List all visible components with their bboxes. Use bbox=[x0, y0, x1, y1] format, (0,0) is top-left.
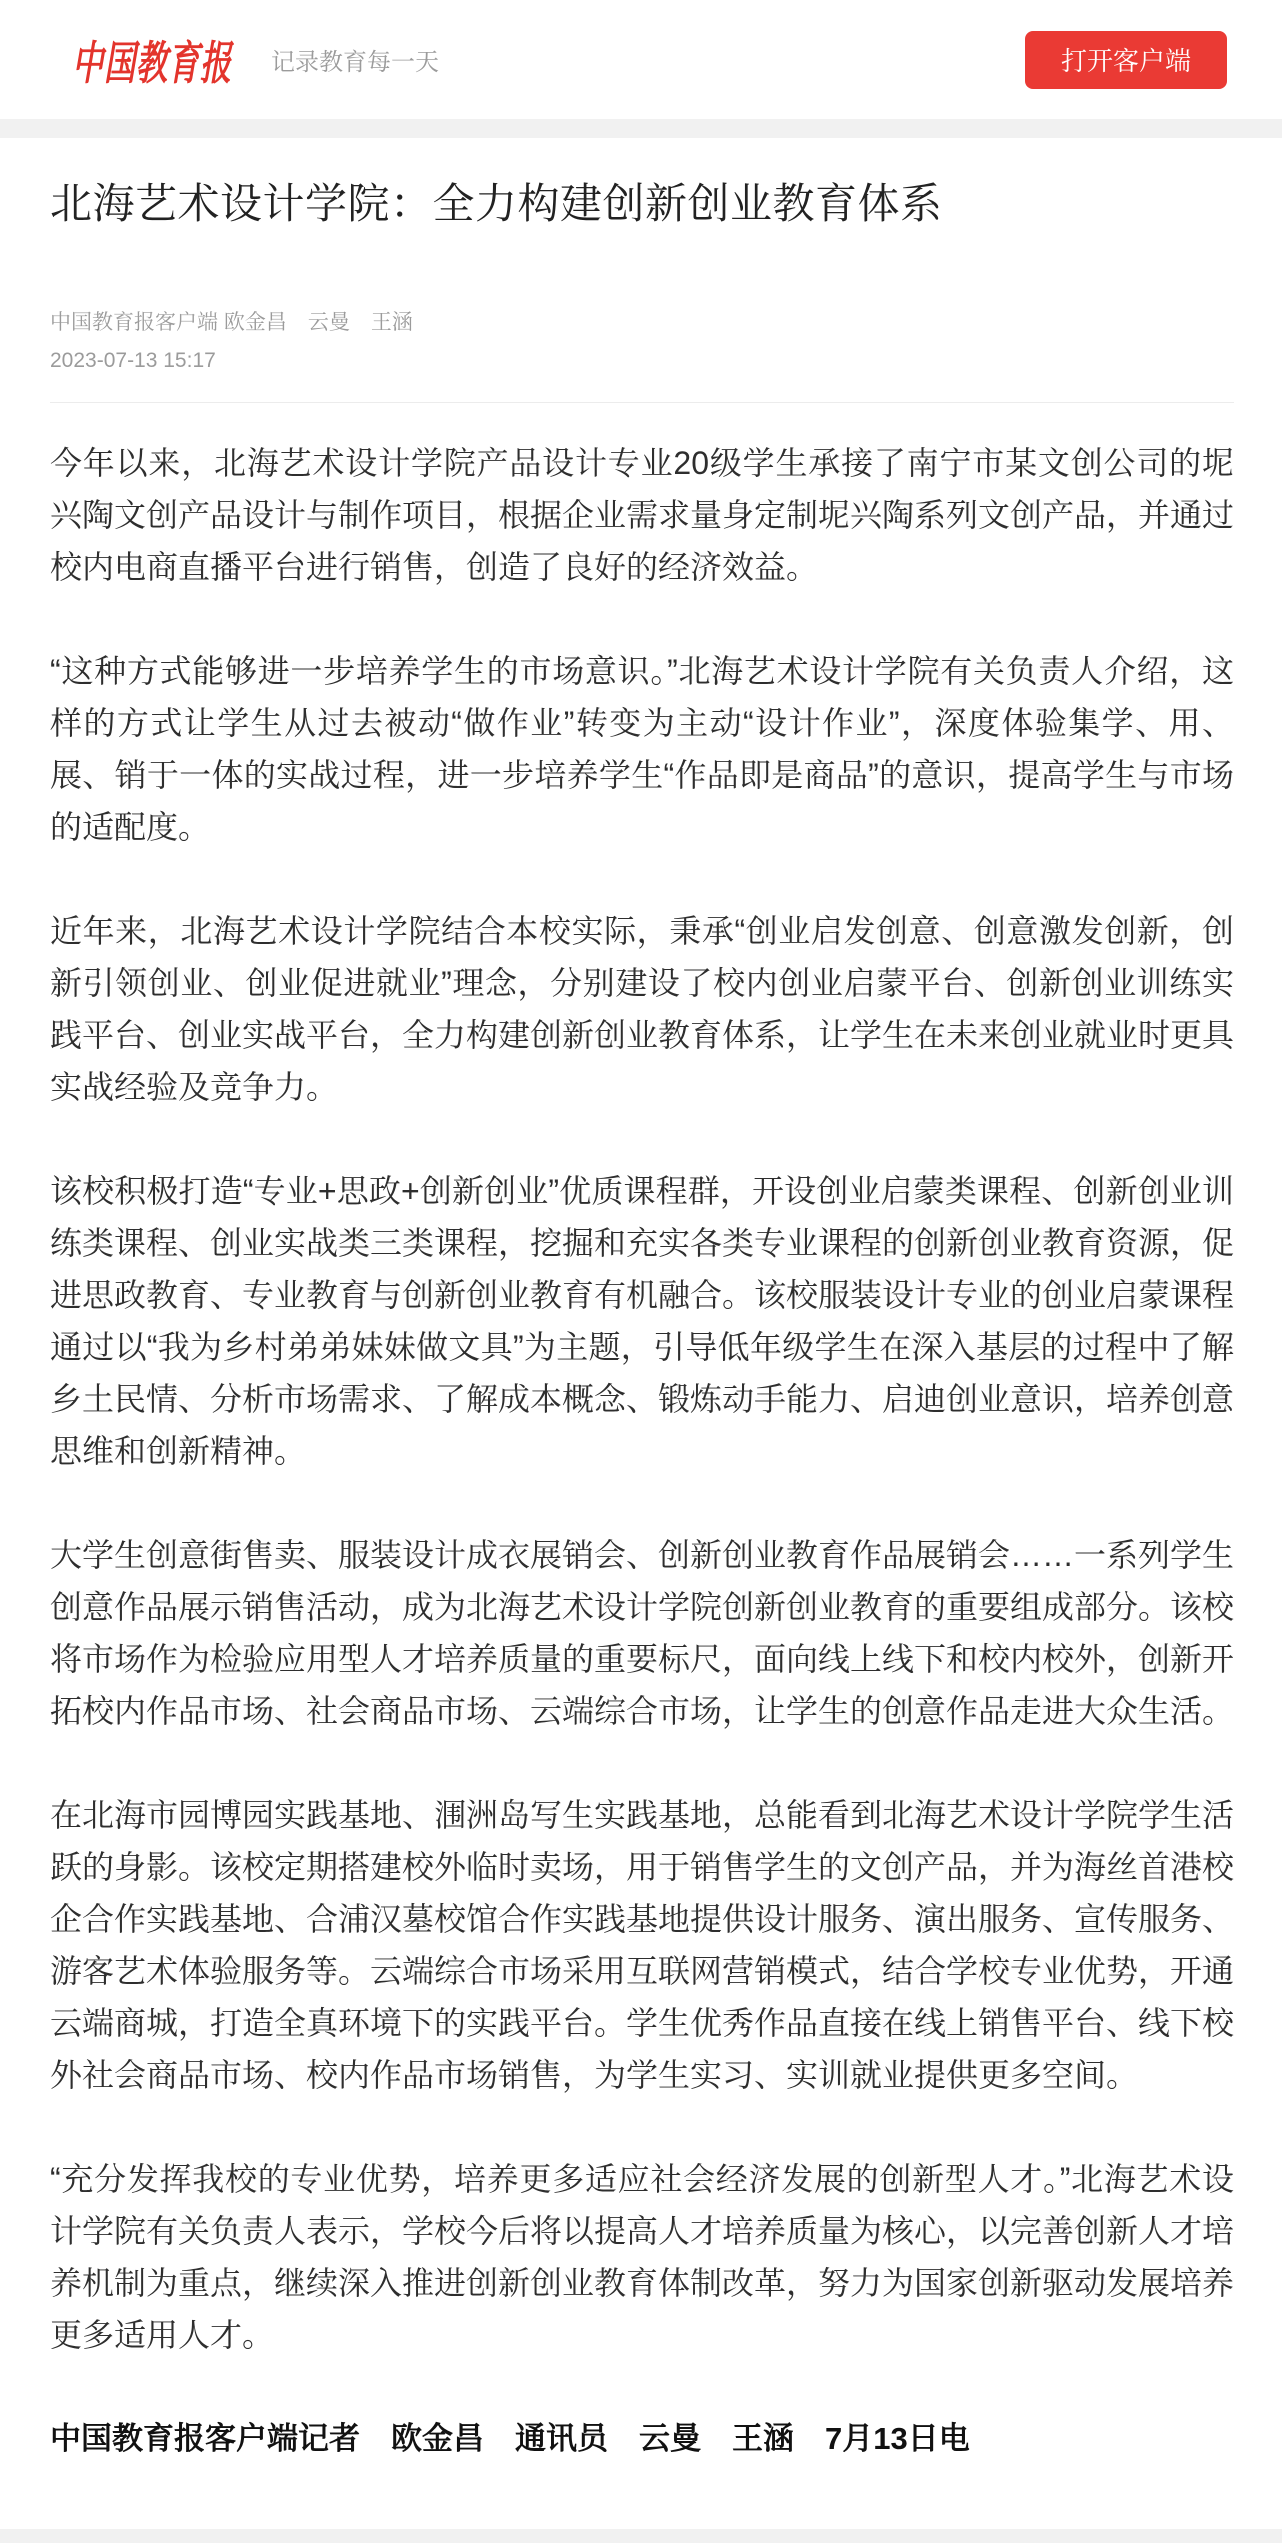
byline-divider bbox=[50, 402, 1234, 403]
footer-byline: 中国教育报客户端记者 欧金昌 通讯员 云曼 王涵 7月13日电 bbox=[50, 2421, 970, 2456]
article-title: 北海艺术设计学院：全力构建创新创业教育体系 bbox=[50, 180, 943, 227]
article-byline: 中国教育报客户端 欧金昌 云曼 王涵 bbox=[50, 311, 413, 334]
article-paragraph: 近年来，北海艺术设计学院结合本校实际，秉承“创业启发创意、创意激发创新，创新引领创业、创业促进就业”理念，分别建设了校内创业启蒙平台、创新创业训练实践平台、创业实战平台，全力构建创新创业教育体系，让学生在未来创业就业时更具实战经验及竞争力。 bbox=[50, 913, 1235, 1105]
article-paragraph: “这种方式能够进一步培养学生的市场意识。”北海艺术设计学院有关负责人介绍，这样的方式让学生从过去被动“做作业”转变为主动“设计作业”，深度体验集学、用、展、销于一体的实战过程，进一步培养学生“作品即是商品”的意识，提高学生与市场的适配度。 bbox=[50, 653, 1234, 845]
article-paragraph: 在北海市园博园实践基地、涠洲岛写生实践基地，总能看到北海艺术设计学院学生活跃的身影。该校定期搭建校外临时卖场，用于销售学生的文创产品，并为海丝首港校企合作实践基地、合浦汉墓校馆合作实践基地提供设计服务、演出服务、宣传服务、游客艺术体验服务等。云端综合市场采用互联网营销模式，结合学校专业优势，开通云端商城，打造全真环境下的实践平台。学生优秀作品直接在线上销售平台、线下校外社会商品市场、校内作品市场销售，为学生实习、实训就业提供更多空间。 bbox=[50, 1797, 1235, 2093]
article-body bbox=[50, 437, 1234, 2361]
article-paragraph: 大学生创意街售卖、服装设计成衣展销会、创新创业教育作品展销会……一系列学生创意作品展示销售活动，成为北海艺术设计学院创新创业教育的重要组成部分。该校将市场作为检验应用型人才培养质量的重要标尺，面向线上线下和校内校外，创新开拓校内作品市场、社会商品市场、云端综合市场，让学生的创意作品走进大众生活。 bbox=[50, 1537, 1235, 1729]
publish-time: 2023-07-13 15:17 bbox=[50, 349, 216, 372]
brand-logo[interactable]: 中国教育报 bbox=[72, 37, 232, 89]
app-header bbox=[0, 0, 1282, 119]
article-paragraph: “充分发挥我校的专业优势，培养更多适应社会经济发展的创新型人才。”北海艺术设计学院有关负责人表示，学校今后将以提高人才培养质量为核心，以完善创新人才培养机制为重点，继续深入推进创新创业教育体制改革，努力为国家创新驱动发展培养更多适用人才。 bbox=[50, 2161, 1235, 2353]
brand-tagline: 记录教育每一天 bbox=[271, 49, 439, 76]
article-paragraph: 今年以来，北海艺术设计学院产品设计专业20级学生承接了南宁市某文创公司的坭兴陶文创产品设计与制作项目，根据企业需求量身定制坭兴陶系列文创产品，并通过校内电商直播平台进行销售，创造了良好的经济效益。 bbox=[50, 445, 1235, 585]
open-app-button[interactable]: 打开客户端 bbox=[1025, 31, 1227, 89]
article-card bbox=[0, 138, 1282, 2529]
article-paragraph: 该校积极打造“专业+思政+创新创业”优质课程群，开设创业启蒙类课程、创新创业训练类课程、创业实战类三类课程，挖掘和充实各类专业课程的创新创业教育资源，促进思政教育、专业教育与创新创业教育有机融合。该校服装设计专业的创业启蒙课程通过以“我为乡村弟弟妹妹做文具”为主题，引导低年级学生在深入基层的过程中了解乡土民情、分析市场需求、了解成本概念、锻炼动手能力、启迪创业意识，培养创意思维和创新精神。 bbox=[50, 1173, 1235, 1469]
